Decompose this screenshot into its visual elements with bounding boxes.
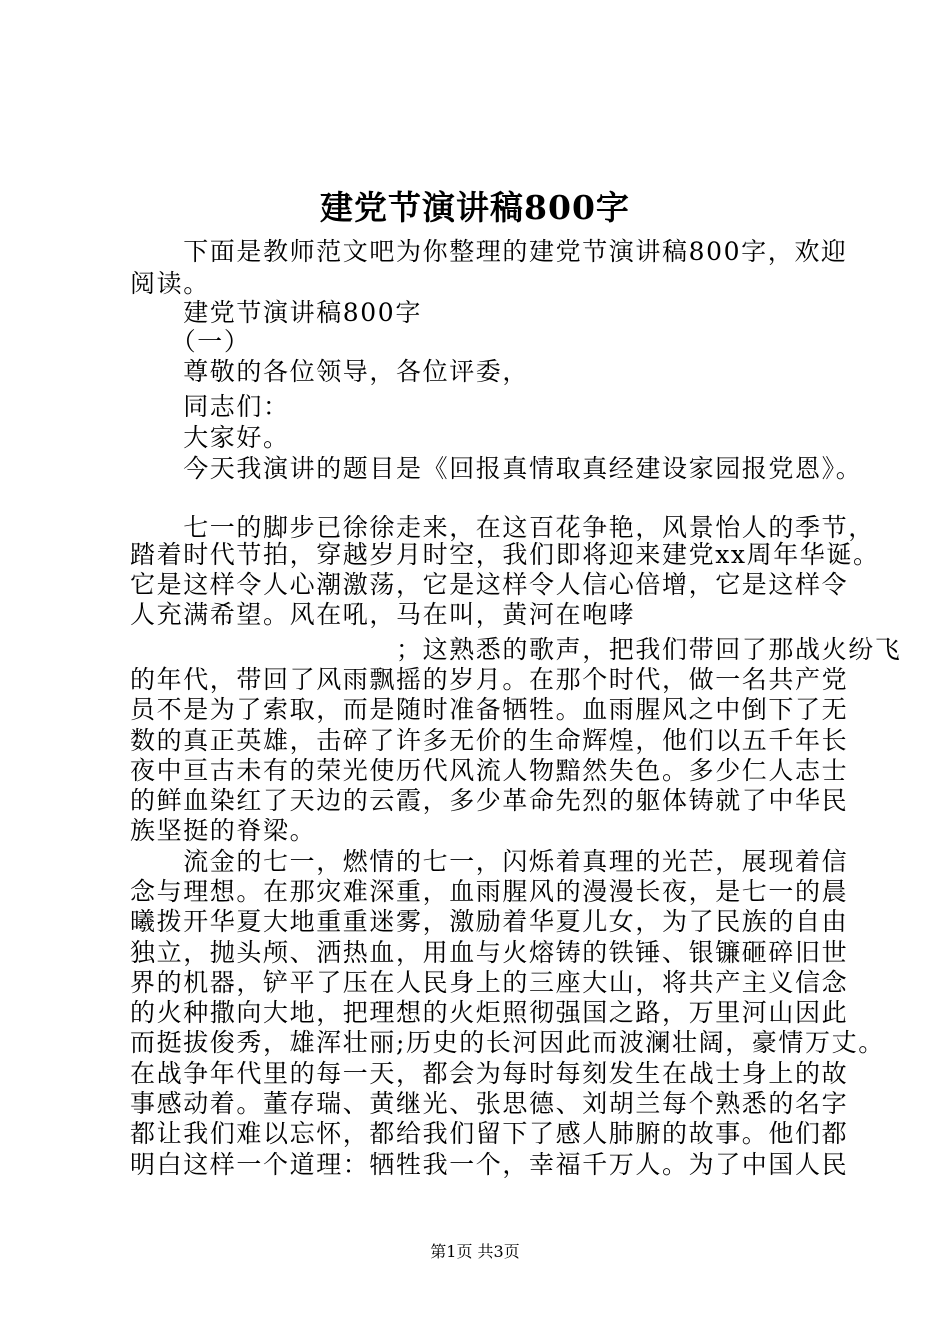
body-line: 数的真正英雄，击碎了许多无价的生命辉煌，他们以五千年长 [130, 726, 849, 755]
body-line: 人充满希望。风在吼，马在叫，黄河在咆哮 [130, 600, 636, 629]
body-line: 界的机器，铲平了压在人民身上的三座大山，将共产主义信念 [130, 968, 849, 997]
body-line: 尊敬的各位领导，各位评委， [130, 357, 530, 386]
body-line: 独立，抛头颅、洒热血，用血与火熔铸的铁锤、银镰砸碎旧世 [130, 938, 849, 967]
body-line: 它是这样令人心潮激荡，它是这样令人信心倍增，它是这样令 [130, 570, 849, 599]
body-line: 的年代，带回了风雨飘摇的岁月。在那个时代，做一名共产党 [130, 665, 849, 694]
body-line: 流金的七一，燃情的七一，闪烁着真理的光芒，展现着信 [130, 847, 849, 876]
page-title: 建党节演讲稿800字 [320, 188, 630, 227]
body-line: 的鲜血染红了天边的云霞，多少革命先烈的躯体铸就了中华民 [130, 786, 849, 815]
body-line: 曦拨开华夏大地重重迷雾，激励着华夏儿女，为了民族的自由 [130, 907, 849, 936]
body-line: 都让我们难以忘怀，都给我们留下了感人肺腑的故事。他们都 [130, 1119, 849, 1148]
page-number-footer: 第1页 共3页 [430, 1242, 520, 1261]
body-line: ；这熟悉的歌声，把我们带回了那战火纷飞 [130, 635, 902, 664]
body-line: 事感动着。董存瑞、黄继光、张思德、刘胡兰每个熟悉的名字 [130, 1089, 849, 1118]
body-line: 员不是为了索取，而是随时准备牺牲。血雨腥风之中倒下了无 [130, 695, 849, 724]
body-line: 夜中亘古未有的荣光使历代风流人物黯然失色。多少仁人志士 [130, 756, 849, 785]
body-line: 建党节演讲稿800字 [130, 298, 422, 327]
body-line: 明白这样一个道理：牺牲我一个，幸福千万人。为了中国人民 [130, 1150, 849, 1179]
body-line: 同志们： [130, 392, 290, 421]
body-line: （一） [130, 327, 251, 356]
body-line: 大家好。 [130, 423, 290, 452]
body-line: 今天我演讲的题目是《回报真情取真经建设家园报党恩》。 [130, 454, 863, 483]
body-line: 阅读。 [130, 269, 210, 298]
body-line: 的火种撒向大地，把理想的火炬照彻强国之路，万里河山因此 [130, 998, 849, 1027]
body-line: 踏着时代节拍，穿越岁月时空，我们即将迎来建党xx周年华诞。 [130, 540, 880, 569]
body-line: 念与理想。在那灾难深重，血雨腥风的漫漫长夜，是七一的晨 [130, 877, 849, 906]
body-line: 族坚挺的脊梁。 [130, 816, 317, 845]
body-line: 下面是教师范文吧为你整理的建党节演讲稿800字，欢迎 [130, 237, 848, 266]
body-line: 七一的脚步已徐徐走来，在这百花争艳，风景怡人的季节， [130, 513, 875, 542]
body-line: 在战争年代里的每一天，都会为每时每刻发生在战士身上的故 [130, 1059, 849, 1088]
body-line: 而挺拔俊秀，雄浑壮丽;历史的长河因此而波澜壮阔，豪情万丈。 [130, 1028, 885, 1057]
